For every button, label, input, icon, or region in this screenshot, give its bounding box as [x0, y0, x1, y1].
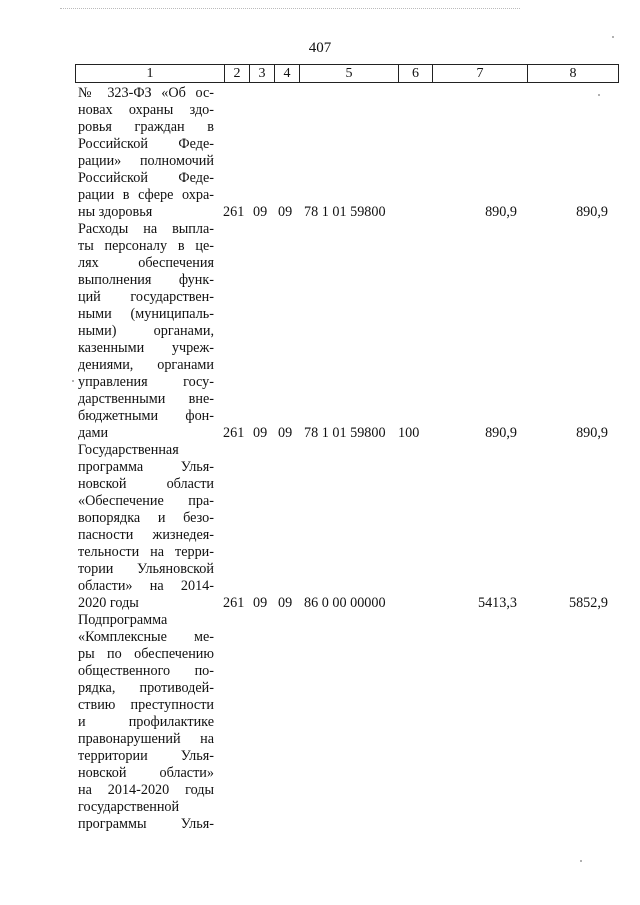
cell-pr: 09: [278, 595, 293, 611]
header-col-8: 8: [527, 65, 618, 82]
name-line: лях обеспечения: [78, 255, 214, 271]
name-line: «Комплексные ме-: [78, 629, 214, 645]
name-line: Российской Феде-: [78, 136, 214, 152]
table-row-name: [78, 442, 214, 612]
scan-speck: [580, 860, 582, 862]
cell-sum-2: 5852,9: [568, 595, 608, 611]
scan-speck: [72, 380, 74, 382]
scan-speck: [612, 36, 614, 38]
name-line: и профилактике: [78, 714, 214, 730]
name-line: Государственная: [78, 442, 179, 458]
table-row-name: [78, 85, 214, 221]
name-line: правонарушений на: [78, 731, 214, 747]
header-col-1: 1: [146, 66, 154, 81]
page-number: 407: [308, 40, 332, 56]
name-line: территории Улья-: [78, 748, 214, 764]
name-line: управления госу-: [78, 374, 214, 390]
name-line: вопорядка и безо-: [78, 510, 214, 526]
cell-csr: 78 1 01 59800: [304, 204, 386, 220]
header-col-4: 4: [274, 65, 299, 82]
name-line: рации» полномочий: [78, 153, 214, 169]
name-line: бюджетными фон-: [78, 408, 214, 424]
name-line: Расходы на выпла-: [78, 221, 214, 237]
cell-sum-1: 5413,3: [477, 595, 517, 611]
name-line: ры по обеспечению: [78, 646, 214, 662]
header-col-2: 2: [224, 65, 249, 82]
name-line: дами: [78, 425, 109, 441]
name-line: новской области»: [78, 765, 214, 781]
name-line: на 2014-2020 годы: [78, 782, 214, 798]
cell-pr: 09: [278, 425, 293, 441]
name-line: Подпрограмма: [78, 612, 168, 628]
name-line: пасности жизнедея-: [78, 527, 214, 543]
cell-rz: 09: [253, 204, 268, 220]
cell-rz: 09: [253, 425, 268, 441]
table-row-name: [78, 612, 214, 833]
cell-grbs: 261: [223, 425, 245, 441]
header-col-6: 6: [398, 65, 432, 82]
table-row-name: [78, 221, 214, 442]
cell-grbs: 261: [223, 204, 245, 220]
name-line: «Обеспечение пра-: [78, 493, 214, 509]
cell-grbs: 261: [223, 595, 245, 611]
name-line: новах охраны здо-: [78, 102, 214, 118]
name-line: ны здоровья: [78, 204, 153, 220]
header-col-3: 3: [249, 65, 274, 82]
cell-sum-2: 890,9: [576, 204, 608, 220]
name-line: программа Улья-: [78, 459, 214, 475]
scan-noise-top: [60, 8, 520, 11]
cell-rz: 09: [253, 595, 268, 611]
name-line: казенными учреж-: [78, 340, 214, 356]
cell-pr: 09: [278, 204, 293, 220]
name-line: государственной: [78, 799, 180, 815]
name-line: дениями, органами: [78, 357, 214, 373]
name-line: ствию преступности: [78, 697, 214, 713]
name-line: новской области: [78, 476, 214, 492]
header-col-5: 5: [299, 65, 398, 82]
name-line: рядка, противодей-: [78, 680, 214, 696]
name-line: ты персоналу в це-: [78, 238, 214, 254]
name-line: ными (муниципаль-: [78, 306, 214, 322]
name-line: Российской Феде-: [78, 170, 214, 186]
name-line: тельности на терри-: [78, 544, 214, 560]
name-line: ций государствен-: [78, 289, 214, 305]
cell-csr: 86 0 00 00000: [304, 595, 386, 611]
cell-sum-1: 890,9: [485, 204, 517, 220]
cell-sum-2: 890,9: [576, 425, 608, 441]
name-line: рации в сфере охра-: [78, 187, 214, 203]
cell-vr: 100: [398, 425, 420, 441]
name-line: дарственными вне-: [78, 391, 214, 407]
cell-csr: 78 1 01 59800: [304, 425, 386, 441]
cell-sum-1: 890,9: [485, 425, 517, 441]
name-line: ровья граждан в: [78, 119, 214, 135]
name-line: выполнения функ-: [78, 272, 214, 288]
table-header-row: [75, 64, 619, 83]
name-line: программы Улья-: [78, 816, 214, 832]
scan-speck: [598, 94, 600, 96]
name-line: № 323-ФЗ «Об ос-: [78, 85, 214, 101]
header-col-7: 7: [432, 65, 527, 82]
name-line: ными) органами,: [78, 323, 214, 339]
name-line: общественного по-: [78, 663, 214, 679]
name-line: 2020 годы: [78, 595, 139, 611]
name-line: области» на 2014-: [78, 578, 214, 594]
name-line: тории Ульяновской: [78, 561, 214, 577]
